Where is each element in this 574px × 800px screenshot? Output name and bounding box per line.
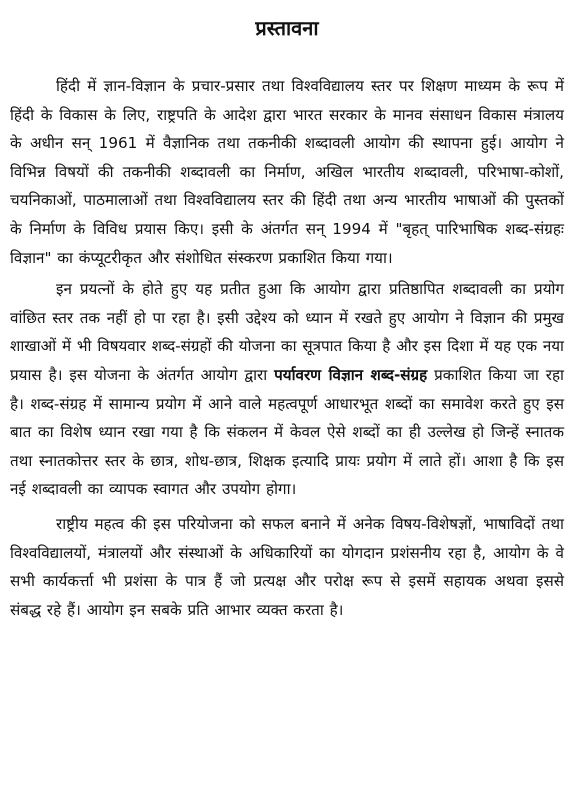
- paragraph-2-text-before: इन प्रयत्नों के होते हुए यह प्रतीत हुआ कि आयोग द्वारा प्रतिष्ठापित शब्दावली का प्रयोग वांछित स्तर तक नहीं हो पा रहा है। इसी उद्देश्य को ध्यान में रखते हुए आयोग ने विज्ञान की प्रमुख शाखाओं में भी विषयवार शब्द-संग्रहों की योजना का सूत्रपात किया है और इस दिशा में यह एक नया प्रयास है। इस योजना के अंतर्गत आयोग द्वारा: [10, 280, 564, 384]
- paragraph-1: हिंदी में ज्ञान-विज्ञान के प्रचार-प्रसार तथा विश्वविद्यालय स्तर पर शिक्षण माध्यम के रूप में हिंदी के विकास के लिए, राष्ट्रपति के आदेश द्वारा भारत सरकार के मानव संसाधन विकास मंत्रालय के अधीन सन् 1961 में वैज्ञानिक तथा तकनीकी शब्दावली आयोग की स्थापना हुई। आयोग ने विभिन्न विषयों की तकनीकी शब्दावली का निर्माण, अखिल भारतीय शब्दावली, परिभाषा-कोशों, चयनिकाओं, पाठमालाओं तथा विश्वविद्यालय स्तर की हिंदी तथा अन्य भारतीय भाषाओं की पुस्तकों के निर्माण के विविध प्रयास किए। इसी के अंतर्गत सन् 1994 में "बृहत् पारिभाषिक शब्द-संग्रहः विज्ञान" का कंप्यूटरीकृत और संशोधित संस्करण प्रकाशित किया गया।: [10, 77, 564, 267]
- page-title: प्रस्तावना: [255, 16, 319, 40]
- paragraph-2-emphasis: पर्यावरण विज्ञान शब्द-संग्रह: [274, 365, 428, 384]
- paragraph-2: [10, 275, 564, 504]
- paragraph-3: राष्ट्रीय महत्व की इस परियोजना को सफल बनाने में अनेक विषय-विशेषज्ञों, भाषाविदों तथा विश्वविद्यालयों, मंत्रालयों और संस्थाओं के अधिकारियों का योगदान प्रशंसनीय रहा है, आयोग के वे सभी कार्यकर्त्ता भी प्रशंसा के पात्र हैं जो प्रत्यक्ष और परोक्ष रूप से इसमें सहायक अथवा इससे संबद्ध रहे हैं। आयोग इन सबके प्रति आभार व्यक्त करता है।: [10, 514, 564, 619]
- paragraph-2-text-after: प्रकाशित किया जा रहा है। शब्द-संग्रह में सामान्य प्रयोग में आने वाले महत्वपूर्ण आधारभूत शब्दों का समावेश करते हुए इस बात का विशेष ध्यान रखा गया है कि संकलन में केवल ऐसे शब्दों का ही उल्लेख हो जिन्हें स्नातक तथा स्नातकोत्तर स्तर के छात्र, शोध-छात्र, शिक्षक इत्यादि प्रायः प्रयोग में लाते हों। आशा है कि इस नई शब्दावली का व्यापक स्वागत और उपयोग होगा।: [10, 365, 564, 499]
